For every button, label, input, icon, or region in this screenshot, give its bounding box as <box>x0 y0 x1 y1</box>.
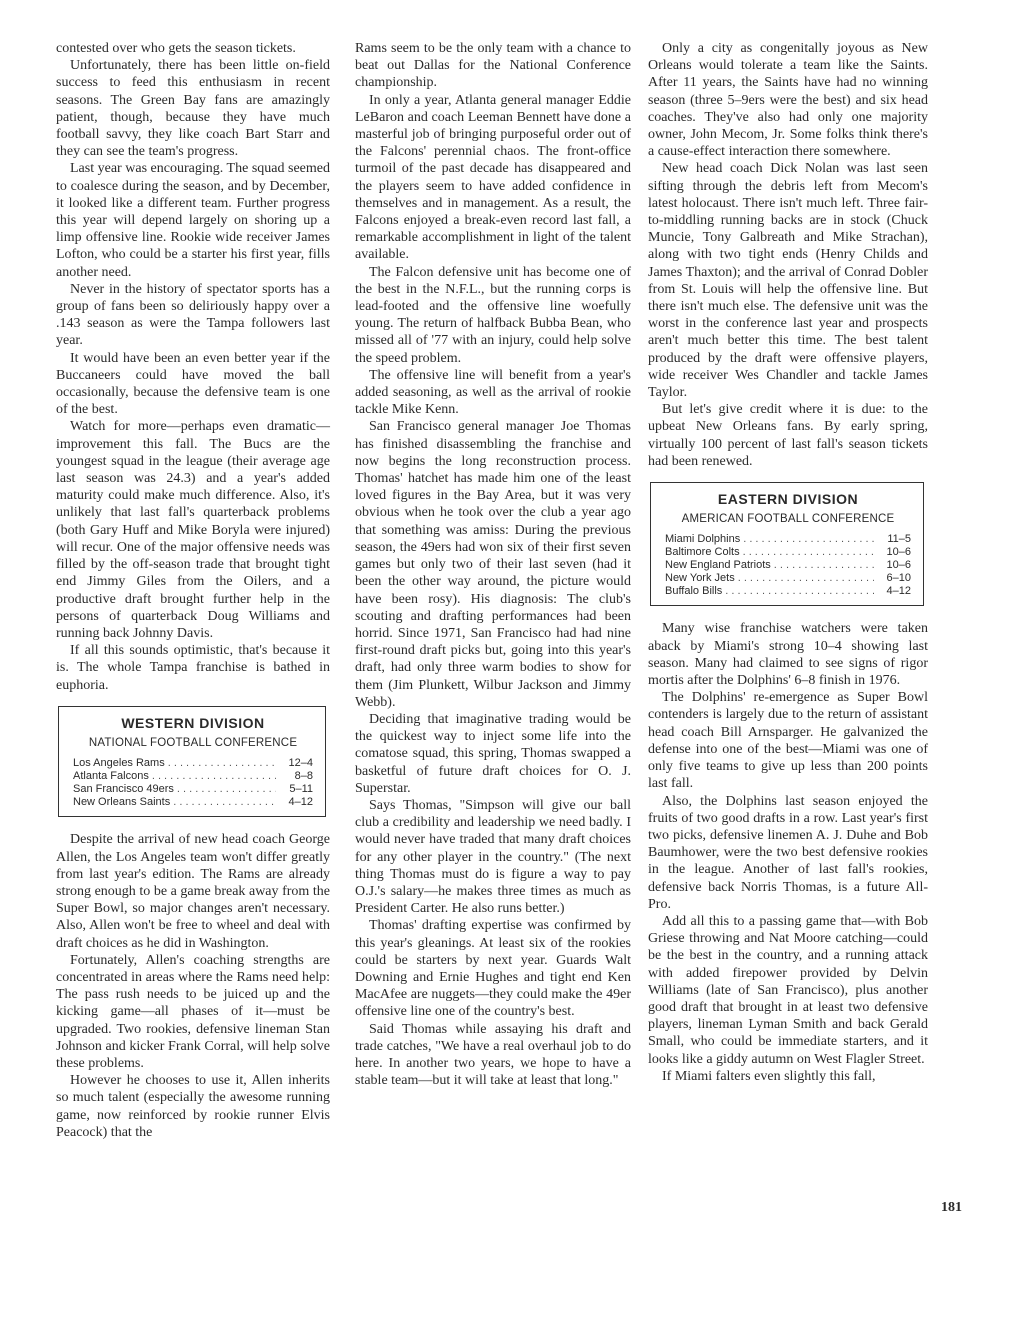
article-paragraph: Watch for more—perhaps even dramatic—improvement this fall. The Bucs are the youngest squad in the league (their average age last season was 24.3) and a year's added maturity could make much difference. Also, it's unlikely that last fall's quarterback problems (both Gary Huff and Mike Boryla were injured) will recur. One of the major offensive needs was filled by the off-season trade that brought tight end Jimmy Giles from the Oilers, and a productive draft brought further help in the persons of quarterback Doug Williams and running back Johnny Davis. <box>56 419 330 641</box>
team-name: New England Patriots <box>665 559 771 572</box>
article-paragraph: Last year was encouraging. The squad seemed to coalesce during the season, and by December, it looked like a different team. Further progress this year will depend largely on shoring up a limp offensive line. Rookie wide receiver James Lofton, who could be a starter his first year, fills another need. <box>56 161 330 280</box>
team-name: Los Angeles Rams <box>73 757 165 770</box>
standings-rows <box>665 533 911 597</box>
team-record: 5–11 <box>289 782 313 795</box>
team-name: Miami Dolphins <box>665 533 741 546</box>
standings-row <box>665 533 911 546</box>
team-record: 6–10 <box>886 571 911 584</box>
article-paragraph: Thomas' drafting expertise was confirmed by this year's gleanings. At least six of the rookies could be starters by next year. Guards Walt Downing and Ernie Hughes and tight end Ken MacAfee are nuggets—they could make the 49er offensive line one of the country's best. <box>355 918 631 1020</box>
team-record: 10–6 <box>886 559 911 572</box>
column-3-paragraphs-after-box <box>648 620 928 1084</box>
team-record: 11–5 <box>887 533 911 546</box>
standings-row <box>73 770 313 783</box>
standings-row <box>73 783 313 796</box>
team-name: New York Jets <box>665 571 735 584</box>
standings-title: EASTERN DIVISION <box>717 491 859 508</box>
dot-leader <box>743 546 874 559</box>
standings-conference: AMERICAN FOOTBALL CONFERENCE <box>681 513 895 526</box>
dot-leader <box>738 572 874 585</box>
standings-rows <box>73 757 313 808</box>
article-paragraph: Rams seem to be the only team with a chance to beat out Dallas for the National Conference championship. <box>355 41 631 91</box>
article-paragraph: Unfortunately, there has been little on-field success to feed this enthusiasm in recent seasons. The Green Bay fans are amazingly patient, though, because they have much football savvy, they like coach Bart Starr and they can see the team's progress. <box>56 58 330 160</box>
team-name: New Orleans Saints <box>73 795 171 808</box>
team-name: Baltimore Colts <box>665 546 740 559</box>
standings-row <box>665 572 911 585</box>
article-paragraph: Also, the Dolphins last season enjoyed the fruits of two good drafts in a row. Last year's first two picks, defensive linemen A. J. Duhe and Bob Baumhower, were the two best defensive rookies in the league. Another of last fall's rookies, defensive back Norris Thomas, is a future All-Pro. <box>648 793 928 912</box>
article-paragraph: Despite the arrival of new head coach George Allen, the Los Angeles team won't differ greatly from last year's edition. The Rams are already strong enough to be a game break away from the Super Bowl, so major changes aren't necessary. Also, Allen won't be free to wheel and deal with draft choices as he did in Washington. <box>56 832 330 951</box>
article-paragraph: Many wise franchise watchers were taken aback by Miami's strong 10–4 showing last season. Many had claimed to see signs of rigor mortis after the Dolphins' 6–8 finish in 1976. <box>648 621 928 689</box>
column-3 <box>648 40 928 1085</box>
dot-leader <box>173 796 276 809</box>
team-record: 12–4 <box>288 757 313 770</box>
article-paragraph: Fortunately, Allen's coaching strengths are concentrated in areas where the Rams need help: The pass rush needs to be juiced up and the kicking game—all phases of it—must be upgraded. Two rookies, defensive lineman Stan Johnson and kicker Frank Corral, will help solve these problems. <box>56 952 330 1071</box>
team-record: 4–12 <box>886 584 911 597</box>
column-2 <box>355 40 631 1089</box>
eastern-division-standings-box <box>650 482 924 606</box>
article-paragraph: But let's give credit where it is due: to the upbeat New Orleans fans. By early spring, virtually 100 percent of last fall's season tickets had been renewed. <box>648 402 928 469</box>
dot-leader <box>725 585 874 598</box>
article-paragraph: Said Thomas while assaying his draft and trade catches, "We have a real overhaul job to do here. In another two years, we hope to have a stable team—but it will take at least that long." <box>355 1021 631 1089</box>
standings-row <box>665 546 911 559</box>
team-name: Atlanta Falcons <box>73 769 149 782</box>
page-number: 181 <box>941 1200 962 1215</box>
article-paragraph: Only a city as congenitally joyous as New Orleans would tolerate a team like the Saints. After 11 years, the Saints have had no winning season (three 5–9ers were the best) and six head coaches. They've also had only one majority owner, John Mecom, Jr. Some folks think there's a cause-effect interaction there somewhere. <box>648 41 928 160</box>
standings-row <box>665 559 911 572</box>
article-paragraph: Says Thomas, "Simpson will give our ball club a credibility and leadership we need badly. I would never have traded that many draft choices for any other player in the country." (The next thing Thomas must do is figure a way to pay O.J.'s salary—he makes three times as much as President Carter. He also runs better.) <box>355 797 631 917</box>
standings-row <box>665 585 911 598</box>
dot-leader <box>774 559 874 572</box>
dot-leader <box>168 757 276 770</box>
team-name: San Francisco 49ers <box>73 782 174 795</box>
article-paragraph: In only a year, Atlanta general manager Eddie LeBaron and coach Leeman Bennett have done a masterful job of bringing purposeful order out of the Falcons' perennial chaos. The front-office turmoil of the past decade has disappeared and the players seem to have added confidence in themselves and in management. As a result, the Falcons enjoyed a break-even record last fall, a remarkable accomplishment in light of the talent available. <box>355 92 631 263</box>
article-paragraph: Add all this to a passing game that—with Bob Griese throwing and Nat Moore catching—could be the best in the country, and a running attack with added firepower provided by Delvin Williams (late of San Francisco), plus another good draft that brought in at least two defensive players, lineman Lyman Smith and back Gerald Small, who could be immediate starters, and it looks like a giddy autumn on West Flagler Street. <box>648 913 928 1067</box>
article-paragraph: New head coach Dick Nolan was last seen sifting through the debris left from Mecom's latest holocaust. There isn't much left. Three fair-to-middling running backs are in stock (Chuck Muncie, Tony Galbreath and Mike Strachan), along with two tight ends (Henry Childs and James Thaxton); and the arrival of Conrad Dobler from St. Louis will help the offensive line. But there isn't much else. The defensive unit was the worst in the conference last year and prospects aren't much better this time. The best talent produced by the draft were offensive players, wide receiver Wes Chandler and tackle James Taylor. <box>648 161 928 401</box>
column-1-paragraphs-after-box <box>56 831 330 1141</box>
team-name: Buffalo Bills <box>665 584 723 597</box>
team-record: 8–8 <box>294 769 313 782</box>
team-record: 4–12 <box>288 795 313 808</box>
dot-leader <box>152 770 276 783</box>
standings-row <box>73 757 313 770</box>
article-paragraph: contested over who gets the season tickets. <box>56 41 296 56</box>
western-division-standings-box <box>58 706 326 818</box>
article-paragraph: The offensive line will benefit from a year's added seasoning, as well as the arrival of rookie tackle Mike Kenn. <box>355 367 631 418</box>
standings-conference: NATIONAL FOOTBALL CONFERENCE <box>88 736 298 749</box>
article-paragraph: If Miami falters even slightly this fall, <box>662 1068 876 1084</box>
article-paragraph: It would have been an even better year if the Buccaneers could have moved the ball occasionally, because the defensive team is one of the best. <box>56 350 330 418</box>
article-paragraph: The Dolphins' re-emergence as Super Bowl contenders is largely due to the return of assistant head coach Bill Arnsparger. He galvanized the defense into one of the best—Miami was one of only five teams to give up less than 200 points last fall. <box>648 690 928 792</box>
article-paragraph: The Falcon defensive unit has become one of the best in the N.F.L., but the running corps is lead-footed and the offensive line woefully young. The return of halfback Bubba Bean, who missed all of '77 with an injury, could help solve the speed problem. <box>355 264 631 366</box>
standings-title: WESTERN DIVISION <box>121 714 265 731</box>
dot-leader <box>743 533 874 546</box>
article-paragraph: San Francisco general manager Joe Thomas has finished disassembling the franchise and now begins the long reconstruction process. Thomas' hatchet has made him one of the least loved figures in the Bay Area, but it was very obvious when he took over the club a year ago that something was amiss: During the previous season, the 49ers had won six of their first seven games but only two of their last seven (had it been the other way around, the picture would have been rosy). His diagnosis: The club's scouting and drafting performances had been horrid. Since 1971, San Francisco had had nine first-round draft picks but, going into this year's draft, had only three warm bodies to show for them (Jim Plunkett, Wilbur Jackson and Jimmy Webb). <box>355 419 631 710</box>
standings-row <box>73 796 313 809</box>
column-3-paragraphs <box>648 40 928 470</box>
column-1 <box>56 40 330 1141</box>
dot-leader <box>177 783 276 796</box>
column-2-paragraphs <box>355 40 631 1089</box>
team-record: 10–6 <box>886 546 911 559</box>
article-paragraph: Never in the history of spectator sports has a group of fans been so deliriously happy over a .143 season as were the Tampa followers last year. <box>56 281 330 349</box>
column-1-paragraphs <box>56 40 330 694</box>
article-paragraph: Deciding that imaginative trading would be the quickest way to inject some life into the comatose squad, this spring, Thomas swapped a basketful of future draft choices for O. J. Superstar. <box>355 711 631 796</box>
article-paragraph: If all this sounds optimistic, that's because it is. The whole Tampa franchise is bathed in euphoria. <box>56 643 330 693</box>
article-paragraph: However he chooses to use it, Allen inherits so much talent (especially the awesome running game, now reinforced by rookie runner Elvis Peacock) that the <box>56 1073 330 1140</box>
